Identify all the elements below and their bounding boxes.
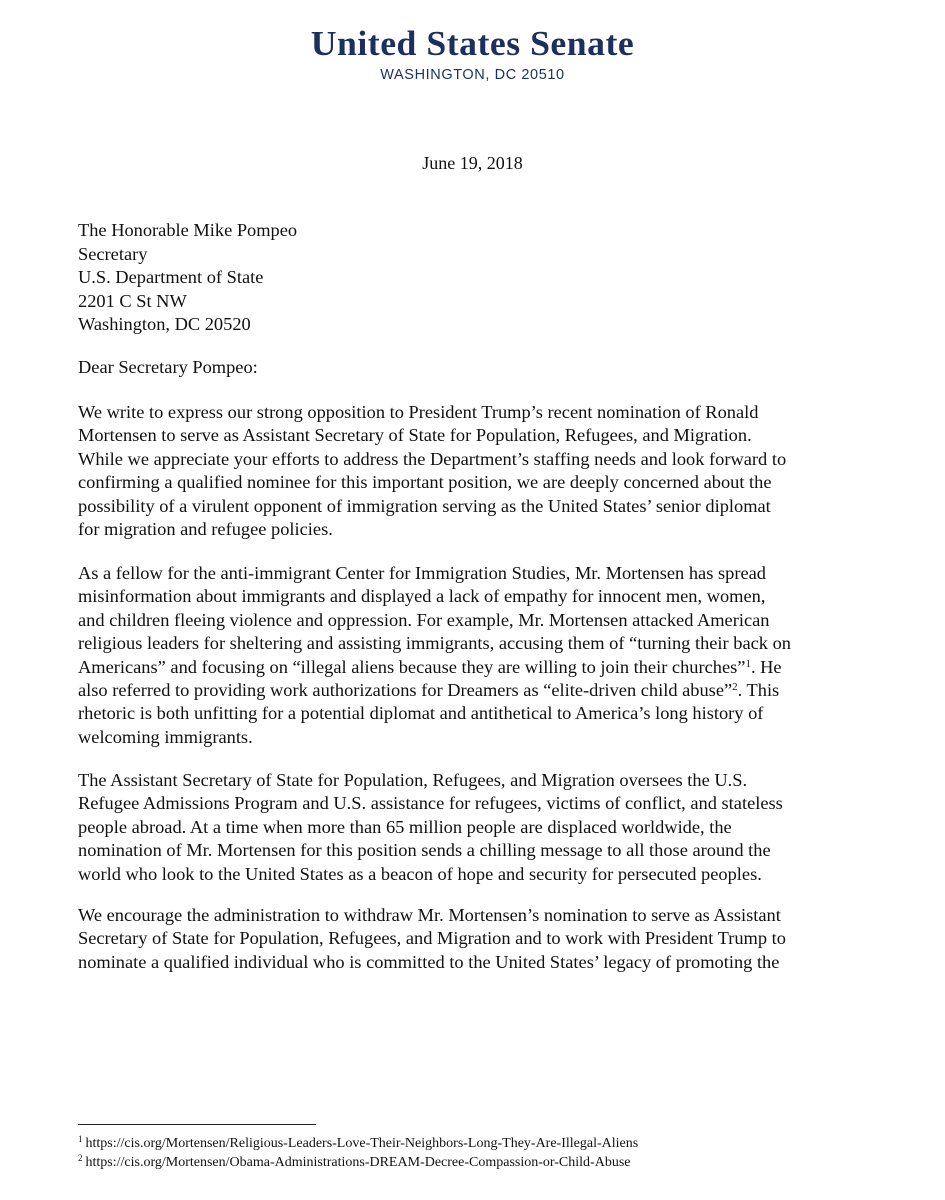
paragraph-3 — [78, 769, 878, 886]
footnote-ref-1: 1 — [745, 657, 751, 670]
paragraph-line: and children fleeing violence and oppression. For example, Mr. Mortensen attacked American — [78, 609, 770, 630]
footnote-mark: 1 — [78, 1134, 83, 1144]
paragraph-1 — [78, 401, 878, 541]
footnote-1 — [78, 1134, 638, 1153]
footnote-link[interactable]: https://cis.org/Mortensen/Religious-Leaders-Love-Their-Neighbors-Long-They-Are-Illegal-Aliens — [85, 1136, 639, 1151]
paragraph-line: Secretary of State for Population, Refugees, and Migration and to work with President Trump to — [78, 928, 786, 949]
recipient-address — [78, 219, 297, 337]
paragraph-4 — [78, 904, 878, 974]
paragraph-line: world who look to the United States as a beacon of hope and security for persecuted peoples. — [78, 863, 762, 884]
footnote-link[interactable]: https://cis.org/Mortensen/Obama-Administrations-DREAM-Decree-Compassion-or-Child-Abuse — [85, 1155, 631, 1170]
recipient-line: U.S. Department of State — [78, 267, 264, 287]
recipient-line: Washington, DC 20520 — [78, 314, 251, 334]
paragraph-line: The Assistant Secretary of State for Population, Refugees, and Migration oversees the U.S. — [78, 770, 748, 790]
paragraph-line: welcoming immigrants. — [78, 726, 253, 747]
senate-address: WASHINGTON, DC 20510 — [380, 67, 565, 83]
paragraph-line: nomination of Mr. Mortensen for this position sends a chilling message to all those around the — [78, 840, 771, 861]
paragraph-line: rhetoric is both unfitting for a potential diplomat and antithetical to America’s long history of — [78, 703, 764, 724]
paragraph-line: confirming a qualified nominee for this important position, we are deeply concerned about the — [78, 472, 772, 493]
senate-title: United States Senate — [310, 24, 635, 63]
recipient-line: Secretary — [78, 243, 148, 264]
paragraph-line: misinformation about immigrants and displayed a lack of empathy for innocent men, women, — [78, 586, 766, 607]
letter-date: June 19, 2018 — [422, 153, 523, 173]
footnote-2 — [78, 1153, 638, 1172]
paragraph-line: Mortensen to serve as Assistant Secretary of State for Population, Refugees, and Migration. — [78, 425, 752, 446]
paragraph-line: As a fellow for the anti-immigrant Center for Immigration Studies, Mr. Mortensen has spread — [78, 563, 766, 583]
salutation: Dear Secretary Pompeo: — [78, 357, 258, 377]
paragraph-line: for migration and refugee policies. — [78, 519, 333, 540]
footnote-mark: 2 — [78, 1153, 83, 1163]
paragraph-line: people abroad. At a time when more than 65 million people are displaced worldwide, the — [78, 816, 732, 837]
paragraph-line: We write to express our strong opposition to President Trump’s recent nomination of Ronald — [78, 402, 759, 422]
line-text: Americans” and focusing on “illegal aliens because they are willing to join their churches” — [78, 656, 746, 677]
paragraph-line: We encourage the administration to withdraw Mr. Mortensen’s nomination to serve as Assistant — [78, 905, 781, 925]
footnote-divider — [78, 1124, 316, 1125]
paragraph-line: possibility of a virulent opponent of immigration serving as the United States’ senior diplomat — [78, 495, 771, 516]
line-text: . This — [737, 680, 780, 701]
paragraph-line-with-footnote — [78, 679, 878, 702]
paragraph-line: nominate a qualified individual who is committed to the United States’ legacy of promoting the — [78, 951, 780, 972]
recipient-line: The Honorable Mike Pompeo — [78, 220, 298, 240]
letterhead — [0, 24, 945, 84]
footnote-ref-2: 2 — [732, 681, 738, 694]
footnotes — [78, 1134, 638, 1172]
line-text: also referred to providing work authorizations for Dreamers as “elite-driven child abuse” — [78, 680, 733, 701]
paragraph-line: While we appreciate your efforts to address the Department’s staffing needs and look forward to — [78, 448, 787, 469]
recipient-line: 2201 C St NW — [78, 290, 187, 311]
paragraph-2 — [78, 562, 878, 749]
paragraph-line: Refugee Admissions Program and U.S. assistance for refugees, victims of conflict, and stateless — [78, 793, 783, 814]
paragraph-line-with-footnote — [78, 656, 878, 679]
line-text: . He — [750, 656, 782, 677]
paragraph-line: religious leaders for sheltering and assisting immigrants, accusing them of “turning their back on — [78, 633, 791, 654]
